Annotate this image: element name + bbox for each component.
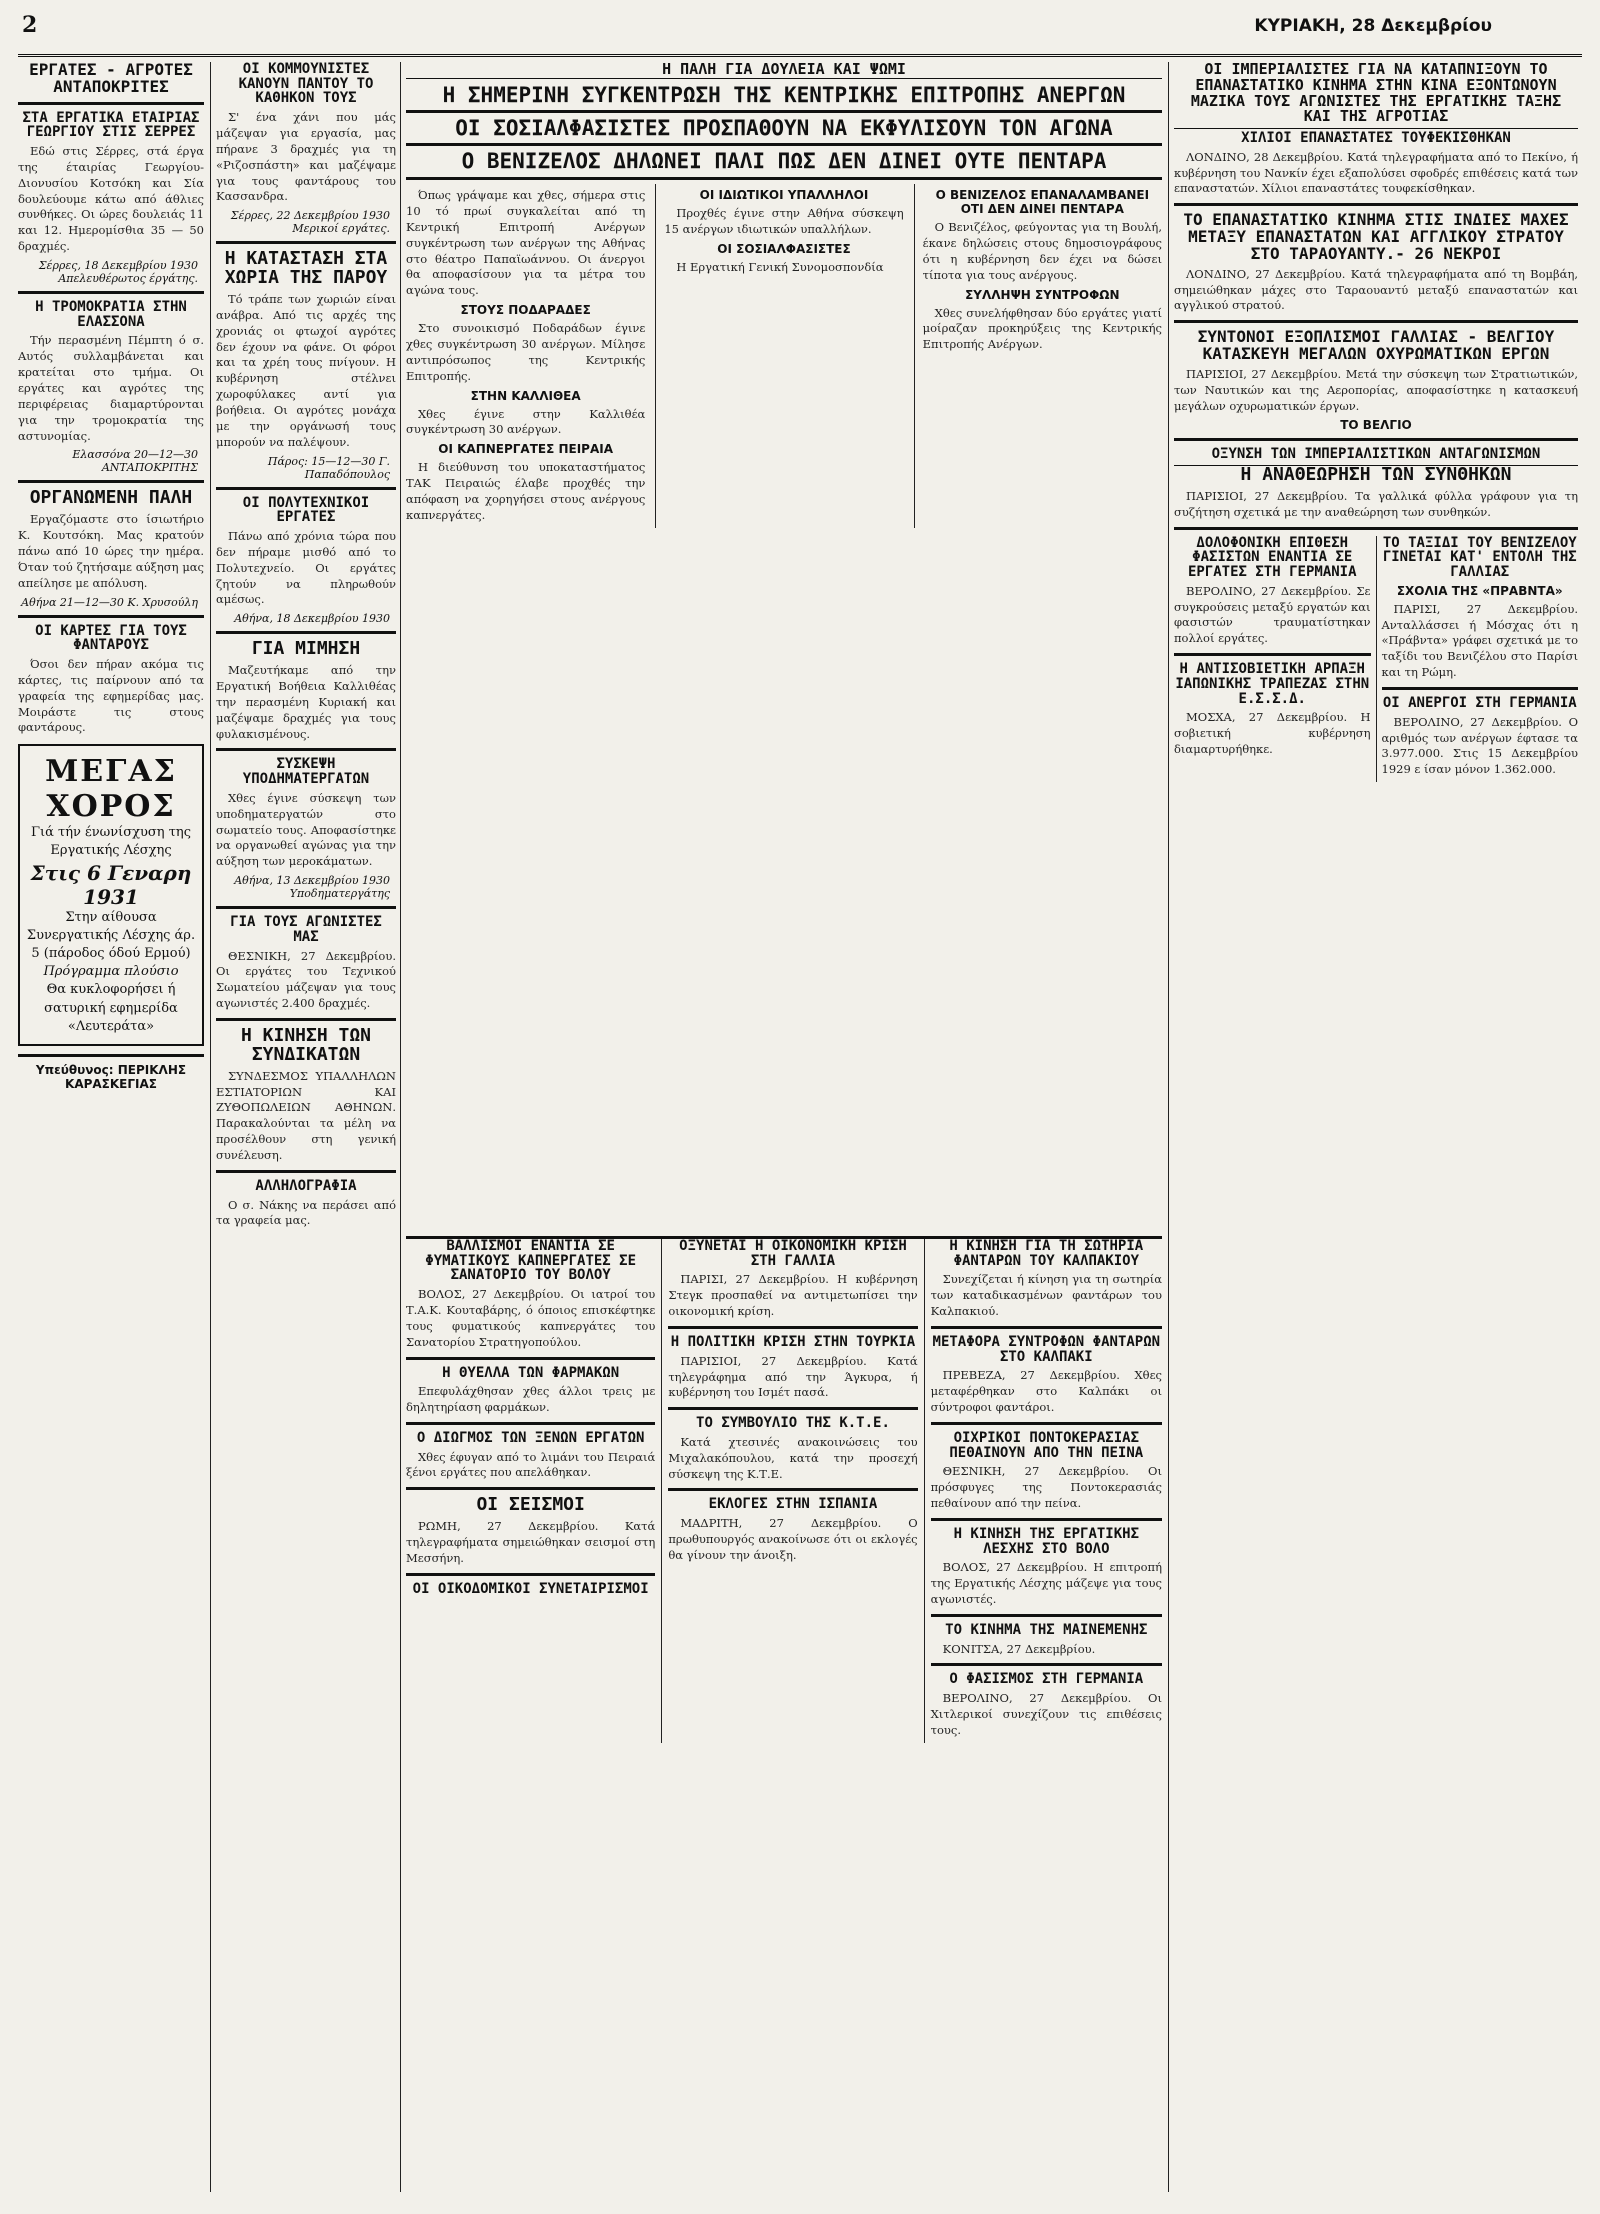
article-title: ΟΡΓΑΝΩΜΕΝΗ ΠΑΛΗ [29, 487, 193, 509]
right-lower-columns [1174, 536, 1578, 782]
article-title: ΔΟΛΟΦΟΝΙΚΗ ΕΠΙΘΕΣΗ ΦΑΣΙΣΤΩΝ ΕΝΑΝΤΙΑ ΣΕ ΕΡΓΑΤΕΣ ΣΤΗ ΓΕΡΜΑΝΙΑ [1187, 534, 1357, 581]
subhead: ΣΧΟΛΙΑ ΤΗΣ «ΠΡΑΒΝΤΑ» [1396, 583, 1563, 598]
subhead: ΣΤΗΝ ΚΑΛΛΙΘΕΑ [470, 388, 581, 403]
headline-1: Η ΣΗΜΕΡΙΝΗ ΣΥΓΚΕΝΤΡΩΣΗ ΤΗΣ ΚΕΝΤΡΙΚΗΣ ΕΠΙΤΡΟΠΗΣ ΑΝΕΡΓΩΝ [442, 82, 1126, 107]
ad-line: Πρόγραμμα πλούσιο [43, 964, 179, 980]
article-title: ΟΙ ΚΟΜΜΟΥΝΙΣΤΕΣ ΚΑΝΟΥΝ ΠΑΝΤΟΥ ΤΟ ΚΑΘΗΚΟΝ ΤΟΥΣ [238, 62, 374, 107]
lower-col-c [924, 1239, 1162, 1743]
article-text: ΒΕΡΟΛΙΝΟ, 27 Δεκεμβρίου. Ο αριθμός των ανέργων έφτασε τα 3.977.000. Στις 15 Δεκεμβρίου 1929 ε ίσαν μόνον 1.362.000. [1381, 714, 1578, 777]
headline-3: Ο ΒΕΝΙΖΕΛΟΣ ΔΗΛΩΝΕΙ ΠΑΛΙ ΠΩΣ ΔΕΝ ΔΙΝΕΙ ΟΥΤΕ ΠΕΝΤΑΡΑ [461, 149, 1107, 174]
right-lower-b [1376, 536, 1579, 782]
article-text: Χθες έφυγαν από το λιμάνι του Πειραιά ξένοι εργάτες που απελάθηκαν. [406, 1449, 656, 1480]
article-title: ΤΟ ΤΑΞΙΔΙ ΤΟΥ ΒΕΝΙΖΕΛΟΥ ΓΙΝΕΤΑΙ ΚΑΤ' ΕΝΤΟΛΗ ΤΗΣ ΓΑΛΛΙΑΣ [1382, 534, 1577, 581]
article-title: ΟΞΥΝΕΤΑΙ Η ΟΙΚΟΝΟΜΙΚΗ ΚΡΙΣΗ ΣΤΗ ΓΑΛΛΙΑ [679, 1238, 907, 1269]
article-title: ΟΙ ΠΟΛΥΤΕΧΝΙΚΟΙ ΕΡΓΑΤΕΣ [242, 494, 370, 526]
subhead: ΟΙ ΣΟΣΙΑΛΦΑΣΙΣΤΕΣ [717, 241, 851, 256]
center-col-c [914, 184, 1162, 528]
article-title: Η ΑΝΤΙΣΟΒΙΕΤΙΚΗ ΑΡΠΑΞΗ ΙΑΠΩΝΙΚΗΣ ΤΡΑΠΕΖΑΣ ΣΤΗΝ Ε.Σ.Σ.Δ. [1175, 661, 1370, 707]
kicker: Η ΠΑΛΗ ΓΙΑ ΔΟΥΛΕΙΑ ΚΑΙ ΨΩΜΙ [406, 62, 1162, 79]
article-title: Η ΚΑΤΑΣΤΑΣΗ ΣΤΑ ΧΩΡΙΑ ΤΗΣ ΠΑΡΟΥ [224, 248, 388, 289]
headline-india: ΤΟ ΕΠΑΝΑΣΤΑΤΙΚΟ ΚΙΝΗΜΑ ΣΤΙΣ ΙΝΔΙΕΣ ΜΑΧΕΣ ΜΕΤΑΞΥ ΕΠΑΝΑΣΤΑΤΩΝ ΚΑΙ ΑΓΓΛΙΚΟΥ ΣΤΡΑΤΟΥ ΣΤΟ ΤΑΡΑΟΥΑΝΤΥ.- 26 ΝΕΚΡΟΙ [1183, 210, 1569, 263]
subhead: ΤΟ ΒΕΛΓΙΟ [1340, 418, 1412, 433]
article-title: Η ΚΙΝΗΣΗ ΓΙΑ ΤΗ ΣΩΤΗΡΙΑ ΦΑΝΤΑΡΩΝ ΤΟΥ ΚΑΛΠΑΚΙΟΥ [949, 1238, 1144, 1269]
article-title: ΟΙ ΣΕΙΣΜΟΙ [476, 1494, 585, 1516]
right-section [1174, 62, 1578, 2192]
article-title: ΑΛΛΗΛΟΓΡΑΦΙΑ [255, 1177, 357, 1194]
article-title: ΤΟ ΣΥΜΒΟΥΛΙΟ ΤΗΣ Κ.Τ.Ε. [696, 1415, 890, 1432]
article-text: Χθες συνελήφθησαν δύο εργάτες γιατί μοίραζαν προκηρύξεις της Κεντρικής Επιτροπής Ανέργων. [922, 305, 1162, 352]
article-signature: Αθήνα 21—12—30 Κ. Χρυσούλη [21, 595, 198, 609]
article-text: ΜΟΣΧΑ, 27 Δεκεμβρίου. Η σοβιετική κυβέρνηση διαμαρτυρήθηκε. [1174, 710, 1371, 756]
column-rule [210, 62, 211, 2192]
article-text: Τό τράπε των χωριών είναι ανάβρα. Από τις αρχές της χρονιάς οι φτωχοί αγρότες δεν έχουν να φάνε. Οι φόροι και τα χρέη τους πνίγουν. Η κυβέρνηση στέλνει χωροφύλακες αντί για βοήθεια. Οι αγρότες μονάχα με την οργάνωσή τους μπορούν να παλέψουν. [216, 292, 396, 449]
ad-date: Στις 6 Γεναρη 1931 [30, 860, 192, 909]
article-signature: Σέρρες, 22 Δεκεμβρίου 1930 Μερικοί εργάτες. [230, 209, 390, 236]
dateline: ΚΥΡΙΑΚΗ, 28 Δεκεμβρίου [1254, 16, 1492, 36]
article-text: Σ' ένα χάνι που μάς μάζεψαν για εργασία, μας πήρανε 3 δραχμές για τη «Ριζοσπάστη» και μαζέψαμε για τους φαντάρους του Κασσανδρα. [216, 110, 396, 204]
article-text: Μαζευτήκαμε από την Εργατική Βοήθεια Καλλιθέας την περασμένη Κυριακή και μαζέψαμε δραχμές για τους φυλακισμένους. [216, 663, 396, 741]
page-header [18, 6, 1582, 57]
article-text: ΚΟΝΙΤΣΑ, 27 Δεκεμβρίου. [942, 1641, 1096, 1656]
article-signature: Αθήνα, 18 Δεκεμβρίου 1930 [234, 612, 390, 626]
article-title: ΜΕΤΑΦΟΡΑ ΣΥΝΤΡΟΦΩΝ ΦΑΝΤΑΡΩΝ ΣΤΟ ΚΑΛΠΑΚΙ [932, 1333, 1161, 1365]
newspaper-page [18, 6, 1582, 2206]
article-title: ΟΙ ΑΝΕΡΓΟΙ ΣΤΗ ΓΕΡΜΑΝΙΑ [1382, 695, 1577, 712]
ad-title: ΜΕΓΑΣ ΧΟΡΟΣ [45, 754, 177, 825]
lower-columns [406, 1239, 1162, 1743]
article-text: Κατά χτεσινές ανακοινώσεις του Μιχαλακόπουλου, κατά την προσεχή σύσκεψη της Κ.Τ.Ε. [668, 1434, 918, 1481]
article-text: Χθες έγινε σύσκεψη των υποδηματεργατών στο σωματείο τους. Αποφασίστηκε να οργανωθεί αγώνας για την αύξηση των μεροκάματων. [216, 790, 396, 869]
article-text: Εδώ στις Σέρρες, στά έργα της έταιρίας Γεωργίου-Διονυσίου Κοτσόκη και Σία δουλεύουμε κάτω από άθλιες συνθήκες. Οι ώρες δουλειάς 11 και 12. Ημερομίσθια 35 — 50 δραχμές. [18, 143, 204, 254]
article-text: Τήν περασμένη Πέμπτη ό σ. Αυτός συλλαμβάνεται και κρατείται στο τμήμα. Οι εργάτες και αγρότες της περιφέρειας διαμαρτύρονται για την τρομοκρατία της αστυνομίας. [18, 333, 204, 443]
center-col-a [406, 184, 645, 528]
subhead: Ο ΒΕΝΙΖΕΛΟΣ ΕΠΑΝΑΛΑΜΒΑΝΕΙ ΟΤΙ ΔΕΝ ΔΙΝΕΙ ΠΕΝΤΑΡΑ [935, 188, 1150, 217]
article-text: Ο σ. Νάκης να περάσει από τα γραφεία μας. [216, 1197, 396, 1228]
column-rule [400, 62, 401, 2192]
article-signature: Πάρος: 15—12—30 Γ. Παπαδόπουλος [267, 454, 390, 481]
page-number: 2 [22, 12, 38, 38]
ad-line: Θα κυκλοφορήσει ή σατυρική εφημερίδα «Λευτεράτα» [44, 982, 178, 1034]
article-title: ΣΤΑ ΕΡΓΑΤΙΚΑ ΕΤΑΙΡΙΑΣ ΓΕΩΡΓΙΟΥ ΣΤΙΣ ΣΕΡΡΕΣ [22, 109, 200, 141]
article-text: ΘΕΣΝΙΚΗ, 27 Δεκεμβρίου. Οι εργάτες του Τεχνικού Σωματείου μάζεψαν για τους αγωνιστές 2.400 δραχμές. [216, 948, 396, 1011]
article-text: Προχθές έγινε στην Αθήνα σύσκεψη 15 ανέργων ιδιωτικών υπαλλήλων. [664, 206, 904, 237]
article-text: ΠΑΡΙΣΙΟΙ, 27 Δεκεμβρίου. Κατά τηλεγράφημα από την Άγκυρα, ή κυβέρνηση του Ισμέτ πασά. [668, 1353, 918, 1400]
article-title: ΕΚΛΟΓΕΣ ΣΤΗΝ ΙΣΠΑΝΙΑ [708, 1496, 878, 1513]
article-title: ΟΙΧΡΙΚΟΙ ΠΟΝΤΟΚΕΡΑΣΙΑΣ ΠΕΘΑΙΝΟΥΝ ΑΠΟ ΤΗΝ ΠΕΙΝΑ [949, 1429, 1144, 1461]
article-text: Χθες έγινε στην Καλλιθέα συγκέντρωση 30 ανέργων. [406, 406, 646, 437]
article-title: ΓΙΑ ΜΙΜΗΣΗ [251, 638, 361, 660]
article-text: Η Εργατική Γενική Συνομοσπονδία [676, 259, 884, 274]
article-text: ΣΥΝΔΕΣΜΟΣ ΥΠΑΛΛΗΛΩΝ ΕΣΤΙΑΤΟΡΙΩΝ ΚΑΙ ΖΥΘΟΠΩΛΕΙΩΝ ΑΘΗΝΩΝ. Παρακαλούνται τα μέλη να προσέλθουν στη γενική συνέλευση. [216, 1068, 396, 1163]
article-text: ΠΑΡΙΣΙ, 27 Δεκεμβρίου. Η κυβέρνηση Στεγκ προσπαθεί να αντιμετωπίσει την οικονομική κρίση. [668, 1272, 918, 1319]
article-text: ΒΕΡΟΛΙΝΟ, 27 Δεκεμβρίου. Σε συγκρούσεις μεταξύ εργατών και φασιστών τραυματίστηκαν πολλοί εργάτες. [1174, 583, 1371, 646]
article-text: ΒΕΡΟΛΙΝΟ, 27 Δεκεμβρίου. Οι Χιτλερικοί συνεχίζουν τις επιθέσεις τους. [930, 1691, 1162, 1737]
headline-imperialist: ΟΞΥΝΣΗ ΤΩΝ ΙΜΠΕΡΙΑΛΙΣΤΙΚΩΝ ΑΝΤΑΓΩΝΙΣΜΩΝ [1211, 446, 1541, 463]
lead-text: Όπως γράψαμε και χθες, σήμερα στις 10 τό πρωί συγκαλείται από τη Κεντρική Επιτροπή Ανέργων συγκέντρωση των ανέργων της Αθήνας στο θέατρο Παπαϊωάννου. Οι άνεργοι θα αποφασίσουν για τα μέτρα του αγώνα τους. [406, 188, 646, 298]
center-col-b [655, 184, 903, 528]
article-text: ΒΟΛΟΣ, 27 Δεκεμβρίου. Η επιτροπή της Εργατικής Λέσχης μάζεψε για τους αγωνιστές. [930, 1560, 1162, 1606]
article-title: ΓΙΑ ΤΟΥΣ ΑΓΩΝΙΣΤΕΣ ΜΑΣ [230, 914, 382, 945]
article-title: ΟΙ ΚΑΡΤΕΣ ΓΙΑ ΤΟΥΣ ΦΑΝΤΑΡΟΥΣ [35, 622, 187, 654]
headline-china: ΟΙ ΙΜΠΕΡΙΑΛΙΣΤΕΣ ΓΙΑ ΝΑ ΚΑΤΑΠΝΙΞΟΥΝ ΤΟ ΕΠΑΝΑΣΤΑΤΙΚΟ ΚΙΝΗΜΑ ΣΤΗΝ ΚΙΝΑ ΕΞΟΝΤΩΝΟΥΝ ΜΑΖΙΚΑ ΤΟΥΣ ΑΓΩΝΙΣΤΕΣ ΤΗΣ ΕΡΓΑΤΙΚΗΣ ΤΑΞΗΣ ΚΑΙ ΤΗΣ ΑΓΡΟΤΙΑΣ [1190, 62, 1562, 126]
dance-advertisement [18, 744, 204, 1046]
article-text: ΠΑΡΙΣΙΟΙ, 27 Δεκεμβρίου. Μετά την σύσκεψη των Στρατιωτικών, των Ναυτικών και της Αεροπορίας, αποφασίστηκε η κατασκευή μεγάλων οχυρωματικών έργων. [1174, 366, 1578, 413]
article-title: Η ΠΟΛΙΤΙΚΗ ΚΡΙΣΗ ΣΤΗΝ ΤΟΥΡΚΙΑ [670, 1333, 916, 1350]
article-title: Ο ΦΑΣΙΣΜΟΣ ΣΤΗ ΓΕΡΜΑΝΙΑ [949, 1671, 1144, 1688]
article-text: ΠΡΕΒΕΖΑ, 27 Δεκεμβρίου. Χθες μεταφέρθηκαν στο Καλπάκι οι σύντροφοι φαντάροι. [930, 1368, 1162, 1415]
editor-footer: Υπεύθυνος: ΠΕΡΙΚΛΗΣ ΚΑΡΑΣΚΕΓΙΑΣ [35, 1062, 187, 1091]
headline-armaments: ΣΥΝΤΟΝΟΙ ΕΞΟΠΛΙΣΜΟΙ ΓΑΛΛΙΑΣ - ΒΕΛΓΙΟΥ ΚΑΤΑΣΚΕΥΗ ΜΕΓΑΛΩΝ ΟΧΥΡΩΜΑΤΙΚΩΝ ΕΡΓΩΝ [1197, 327, 1555, 364]
article-text: Στο συνοικισμό Ποδαράδων έγινε χθες συγκέντρωση 30 ανέργων. Μίλησε αντιπρόσωπος της Κεντρικής Επιτροπής. [406, 321, 646, 383]
subhead: ΣΥΛΛΗΨΗ ΣΥΝΤΡΟΦΩΝ [965, 287, 1120, 302]
article-text: Επεφυλάχθησαν χθες άλλοι τρεις με δηλητηρίαση φαρμάκων. [406, 1384, 656, 1415]
lower-col-b [661, 1239, 923, 1743]
article-signature: Ελασσόνα 20—12—30 ΑΝΤΑΠΟΚΡΙΤΗΣ [72, 448, 198, 475]
subhead: ΟΙ ΚΑΠΝΕΡΓΑΤΕΣ ΠΕΙΡΑΙΑ [438, 442, 614, 457]
center-lower [406, 1236, 1162, 2195]
article-text: Συνεχίζεται ή κίνηση για τη σωτηρία των καταδικασμένων φαντάρων του Καλπακιού. [930, 1272, 1162, 1319]
article-signature: Αθήνα, 13 Δεκεμβρίου 1930 Υποδηματεργάτης [234, 874, 390, 901]
article-text: ΛΟΝΔΙΝΟ, 28 Δεκεμβρίου. Κατά τηλεγραφήματα από το Πεκίνο, ή κυβέρνηση του Νανκίν έχει εξαπολύσει σφοδρές επιθέσεις κατά των επαναστατών. Χίλιοι επαναστάτες τουφεκίσθηκαν. [1174, 149, 1578, 196]
article-title: Η ΚΙΝΗΣΗ ΤΩΝ ΣΥΝΔΙΚΑΤΩΝ [240, 1024, 372, 1065]
article-text: Εργαζόμαστε στο ίσιωτήριο Κ. Κουτσόκη. Μας κρατούν πάνω από 10 ώρες την ημέρα. Όταν τού ζητήσαμε αύξηση μας απείλησε με απόλυση. [18, 512, 204, 590]
article-title: Η ΚΙΝΗΣΗ ΤΗΣ ΕΡΓΑΤΙΚΗΣ ΛΕΣΧΗΣ ΣΤΟ ΒΟΛΟ [953, 1525, 1140, 1557]
article-text: ΠΑΡΙΣΙ, 27 Δεκεμβρίου. Ανταλλάσσει ή Μόσχας ότι η «Πράβντα» γράφει σχετικά με το ταξίδι του Βενιζέλου στο Παρίσι και τη Ρώμη. [1381, 601, 1578, 680]
headline-china-sub: ΧΙΛΙΟΙ ΕΠΑΝΑΣΤΑΤΕΣ ΤΟΥΦΕΚΙΣΘΗΚΑΝ [1174, 128, 1578, 146]
center-columns [406, 184, 1162, 528]
article-text: Ο Βενιζέλος, φεύγοντας για τη Βουλή, έκανε δηλώσεις στους δημοσιογράφους ότι η κυβέρνηση δεν έχει να δώσει τίποτα για τους ανέργους. [922, 220, 1162, 282]
article-text: Πάνω από χρόνια τώρα που δεν πήραμε μισθό από το Πολυτεχνείο. Οι εργάτες ζητούν να πληρωθούν αμέσως. [216, 528, 396, 607]
article-title: ΒΑΛΛΙΣΜΟΙ ΕΝΑΝΤΙΑ ΣΕ ΦΥΜΑΤΙΚΟΥΣ ΚΑΠΝΕΡΓΑΤΕΣ ΣΕ ΣΑΝΑΤΟΡΙΟ ΤΟΥ ΒΟΛΟΥ [425, 1238, 637, 1284]
ad-line: Γιά τήν ένωνίσχυση της Εργατικής Λέσχης [31, 825, 191, 859]
headline-treaties: Η ΑΝΑΘΕΩΡΗΣΗ ΤΩΝ ΣΥΝΘΗΚΩΝ [1174, 465, 1578, 485]
center-top [406, 62, 1162, 1232]
column-2 [216, 62, 396, 2192]
article-text: ΠΑΡΙΣΙΟΙ, 27 Δεκεμβρίου. Τα γαλλικά φύλλα γράφουν για τη συζήτηση σχετικά με την αναθεώρηση των συνθηκών. [1174, 488, 1578, 519]
article-text: ΡΩΜΗ, 27 Δεκεμβρίου. Κατά τηλεγραφήματα σημειώθηκαν σεισμοί στη Μεσσήνη. [406, 1519, 656, 1565]
right-lower-a [1174, 536, 1376, 782]
lower-col-a [406, 1239, 661, 1743]
headline-2: ΟΙ ΣΟΣΙΑΛΦΑΣΙΣΤΕΣ ΠΡΟΣΠΑΘΟΥΝ ΝΑ ΕΚΦΥΛΙΣΟΥΝ ΤΟΝ ΑΓΩΝΑ [455, 115, 1113, 140]
article-title: ΤΟ ΚΙΝΗΜΑ ΤΗΣ ΜΑΙΝΕΜΕΝΗΣ [945, 1621, 1148, 1638]
ad-line: Στην αίθουσα Συνεργατικής Λέσχης άρ. 5 (πάροδος όδού Ερμού) [26, 909, 196, 961]
article-signature: Σέρρες, 18 Δεκεμβρίου 1930 Απελευθέρωτος έργάτης. [38, 258, 198, 285]
article-text: ΒΟΛΟΣ, 27 Δεκεμβρίου. Οι ιατροί του Τ.Α.Κ. Κουταβάρης, ό όποιος επισκέφτηκε τους φυματικούς καπνεργάτες του Σανατορίου Στρατηγοπούλου. [406, 1287, 656, 1349]
subhead: ΟΙ ΙΔΙΩΤΙΚΟΙ ΥΠΑΛΛΗΛΟΙ [699, 188, 869, 203]
section-title: ΕΡΓΑΤΕΣ - ΑΓΡΟΤΕΣ ΑΝΤΑΠΟΚΡΙΤΕΣ [29, 62, 193, 96]
article-text: Όσοι δεν πήραν ακόμα τις κάρτες, τις παίρνουν από τα γραφεία της εφημερίδας μας. Μοιράστε τις στους φαντάρους. [18, 656, 204, 735]
column-1 [18, 62, 204, 2192]
article-title: ΟΙ ΟΙΚΟΔΟΜΙΚΟΙ ΣΥΝΕΤΑΙΡΙΣΜΟΙ [412, 1580, 649, 1597]
article-title: Η ΤΡΟΜΟΚΡΑΤΙΑ ΣΤΗΝ ΕΛΑΣΣΟΝΑ [35, 298, 187, 330]
article-text: Η διεύθυνση του υποκαταστήματος ΤΑΚ Πειραιώς έλαβε προχθές την απόφαση να χορηγήσει στους ανέργους καπνεργάτες. [406, 460, 646, 522]
article-title: Ο ΔΙΩΓΜΟΣ ΤΩΝ ΞΕΝΩΝ ΕΡΓΑΤΩΝ [416, 1429, 645, 1446]
article-text: ΘΕΣΝΙΚΗ, 27 Δεκεμβρίου. Οι πρόσφυγες της Ποντοκερασιάς πεθαίνουν από την πείνα. [930, 1464, 1162, 1510]
article-text: ΜΑΔΡΙΤΗ, 27 Δεκεμβρίου. Ο πρωθυπουργός ανακοίνωσε ότι οι εκλογές θα γίνουν την άνοιξη. [668, 1516, 918, 1562]
article-text: ΛΟΝΔΙΝΟ, 27 Δεκεμβρίου. Κατά τηλεγραφήματα από τη Βομβάη, σημειώθηκαν μάχες στο Ταραουαντύ μεταξύ επαναστατών και αγγλικού στρατού. [1174, 266, 1578, 313]
article-title: ΣΥΣΚΕΨΗ ΥΠΟΔΗΜΑΤΕΡΓΑΤΩΝ [242, 756, 370, 788]
subhead: ΣΤΟΥΣ ΠΟΔΑΡΑΔΕΣ [460, 303, 591, 318]
article-title: Η ΘΥΕΛΛΑ ΤΩΝ ΦΑΡΜΑΚΩΝ [442, 1364, 620, 1381]
column-rule [1168, 62, 1169, 2192]
